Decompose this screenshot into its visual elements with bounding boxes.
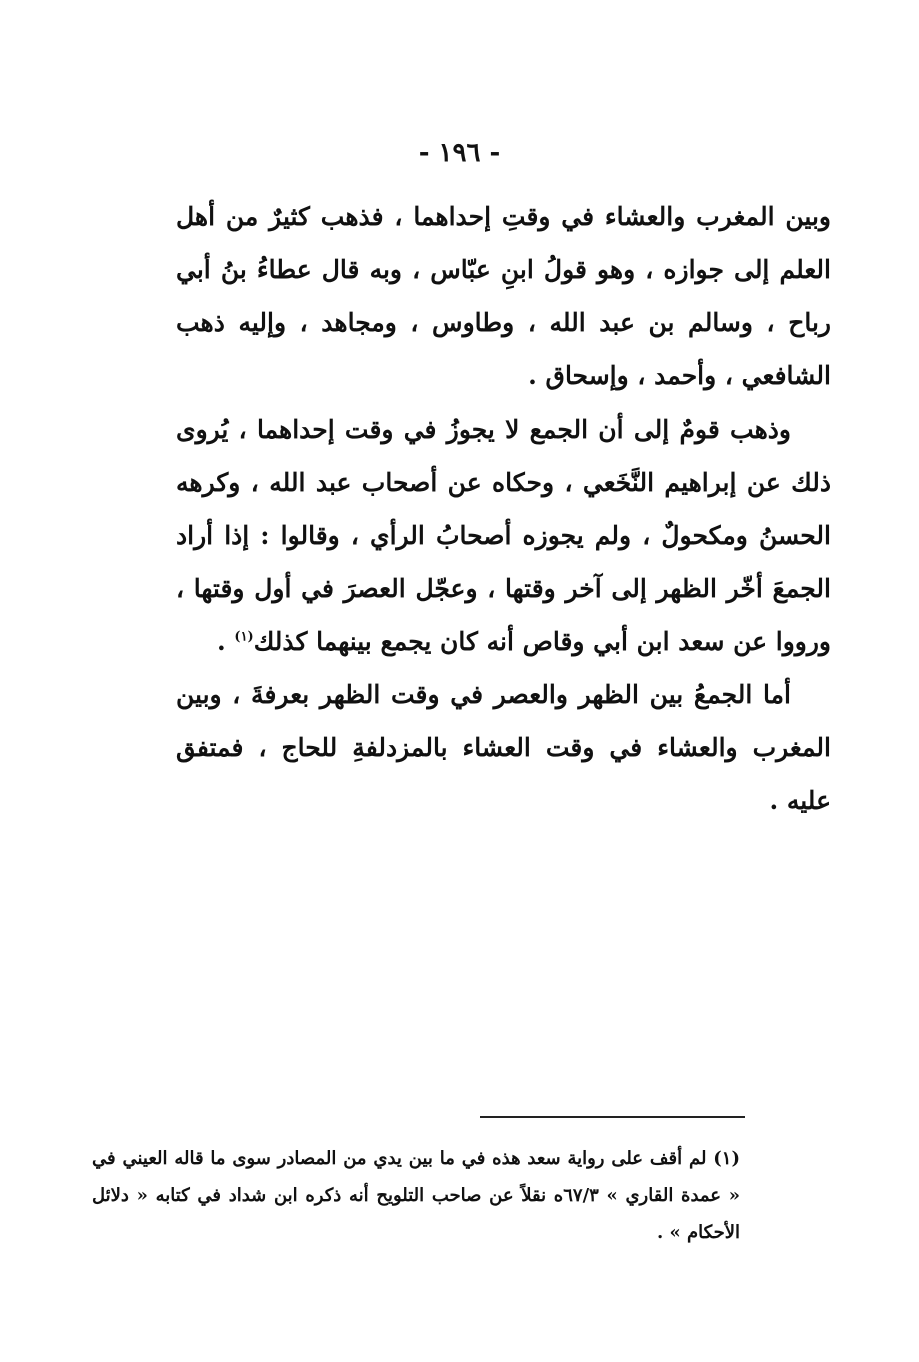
footnote-divider bbox=[480, 1116, 745, 1118]
footnote: (١) لم أقف على رواية سعد هذه في ما بين يدي من المصادر سوى ما قاله العيني في « عمدة القاري » ٦٧/٣ه نقلاً عن صاحب التلويح أنه ذكره ابن شداد في كتابه « دلائل الأحكام » . bbox=[92, 1148, 740, 1243]
paragraph-2-end: . bbox=[216, 627, 235, 656]
footnote-reference[interactable]: (١) bbox=[234, 629, 254, 645]
page-number: - ١٩٦ - bbox=[418, 138, 501, 168]
paragraph-2 bbox=[176, 403, 831, 668]
paragraph-3: أما الجمعُ بين الظهر والعصر في وقت الظهر بعرفةَ ، وبين المغرب والعشاء في وقت العشاء بالمزدلفةِ للحاج ، فمتفق عليه . bbox=[176, 680, 831, 815]
paragraph-1: وبين المغرب والعشاء في وقتِ إحداهما ، فذهب كثيرٌ من أهل العلم إلى جوازه ، وهو قولُ ابنِ عبّاس ، وبه قال عطاءُ بنُ أبي رباح ، وسالم بن عبد الله ، وطاوس ، ومجاهد ، وإليه ذهب الشافعي ، وأحمد ، وإسحاق . bbox=[176, 202, 831, 390]
paragraph-2-text: وذهب قومٌ إلى أن الجمع لا يجوزُ في وقت إحداهما ، يُروى ذلك عن إبراهيم النَّخَعي ، وحكاه عن أصحاب عبد الله ، وكرهه الحسنُ ومكحولٌ ، ولم يجوزه أصحابُ الرأي ، وقالوا : إذا أراد الجمعَ أخّر الظهر إلى آخر وقتها ، وعجّل العصرَ في أول وقتها ، ورووا عن سعد ابن أبي وقاص أنه كان يجمع بينهما كذلك bbox=[176, 415, 831, 656]
